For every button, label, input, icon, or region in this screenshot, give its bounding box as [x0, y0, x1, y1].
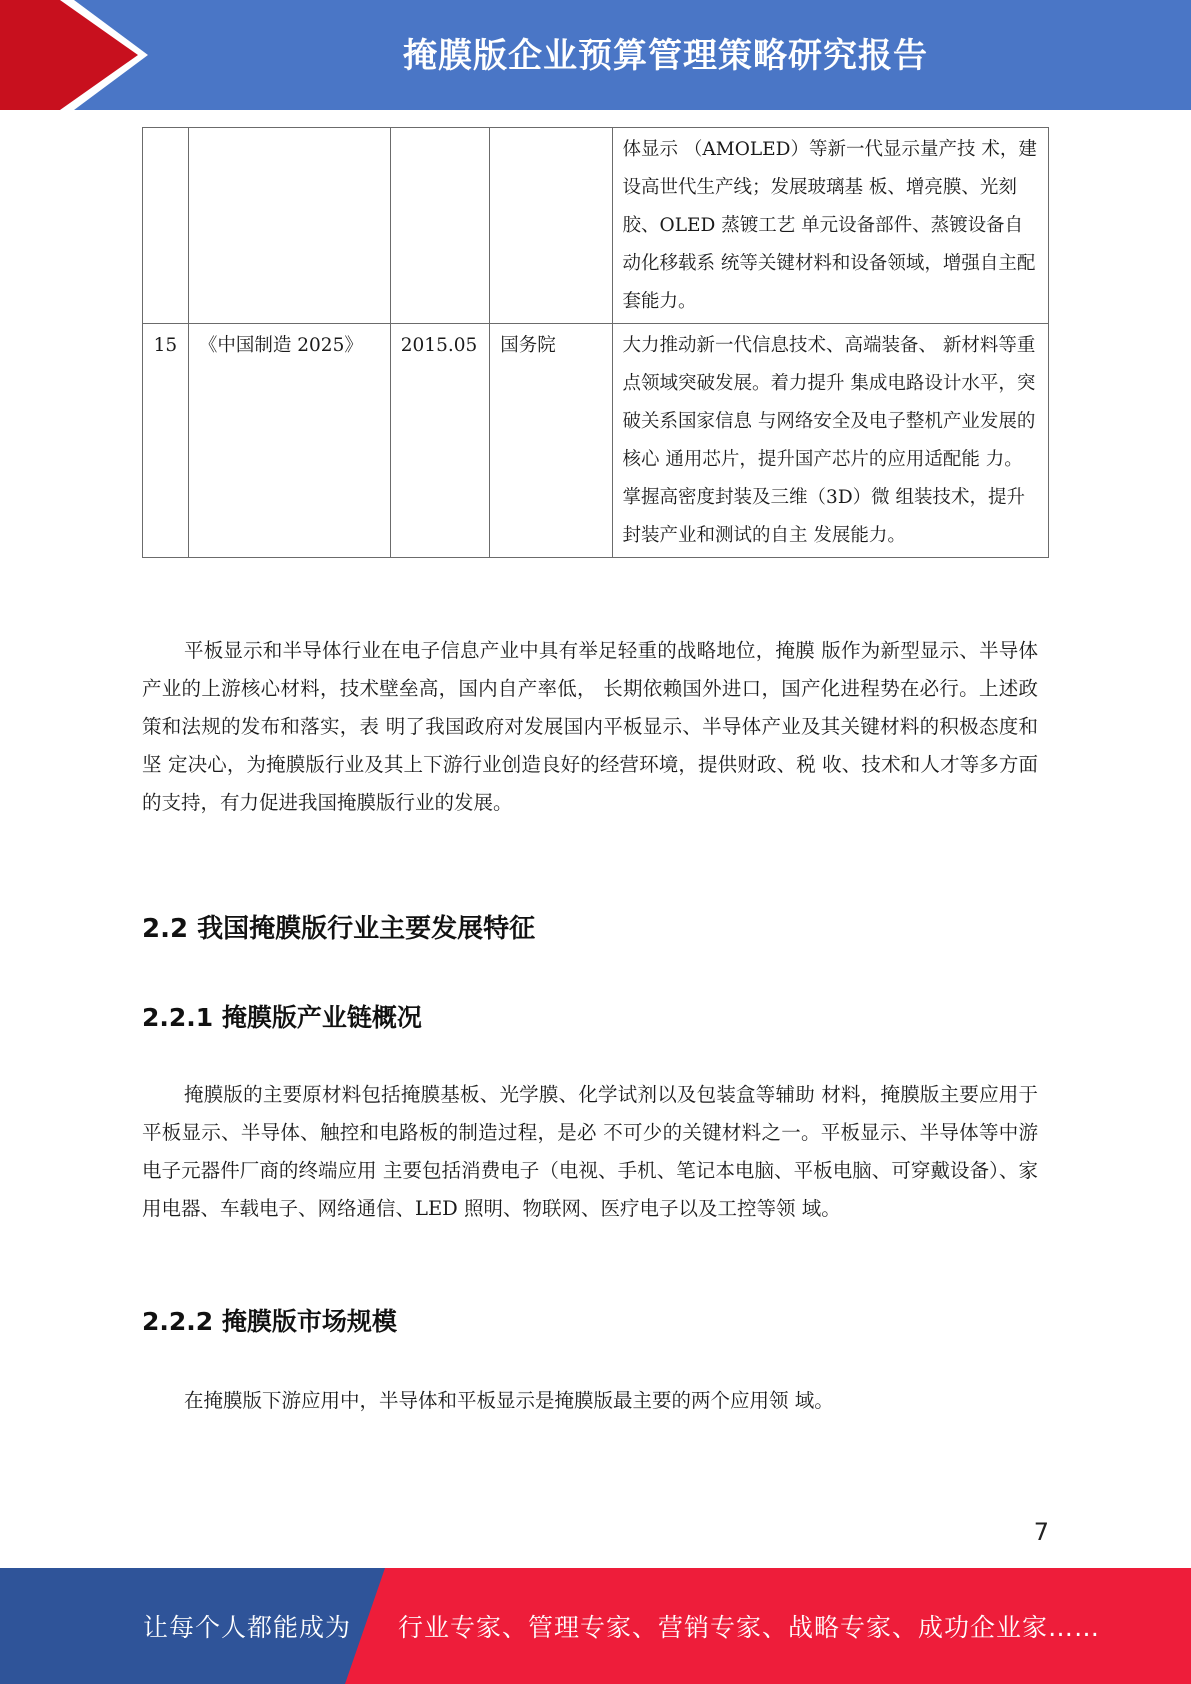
section-heading-2-2: 2.2 我国掩膜版行业主要发展特征	[142, 914, 536, 944]
cell-content: 体显示 （AMOLED）等新一代显示量产技 术，建设高世代生产线；发展玻璃基 板、增亮膜、光刻胶、OLED 蒸镀工艺 单元设备部件、蒸镀设备自动化移载系 统等关键材料和设备领域，增强自主配 套能力。	[612, 128, 1048, 324]
table-row	[143, 324, 1049, 558]
policy-table	[142, 127, 1049, 558]
cell-date: 2015.05	[390, 324, 489, 558]
page-footer	[0, 1568, 1191, 1684]
section-heading-2-2-1: 2.2.1 掩膜版产业链概况	[142, 1003, 422, 1032]
cell-policy-name: 《中国制造 2025》	[188, 324, 390, 558]
cell-issuer: 国务院	[490, 324, 612, 558]
cell-date	[390, 128, 489, 324]
cell-policy-name	[188, 128, 390, 324]
red-chevron-decoration	[0, 0, 160, 110]
cell-issuer	[490, 128, 612, 324]
paragraph-market-size: 在掩膜版下游应用中，半导体和平板显示是掩膜版最主要的两个应用领 域。	[184, 1389, 834, 1412]
paragraph-policy-summary: 平板显示和半导体行业在电子信息产业中具有举足轻重的战略地位，掩膜 版作为新型显示、半导体产业的上游核心材料，技术壁垒高，国内自产率低， 长期依赖国外进口，国产化进程势在必行。上述政策和法规的发布和落实，表 明了我国政府对发展国内平板显示、半导体产业及其关键材料的积极态度和坚 定决心，为掩膜版行业及其上下游行业创造良好的经营环境，提供财政、税 收、技术和人才等多方面的支持，有力促进我国掩膜版行业的发展。	[142, 639, 1038, 814]
cell-content: 大力推动新一代信息技术、高端装备、 新材料等重点领域突破发展。着力提升 集成电路设计水平，突破关系国家信息 与网络安全及电子整机产业发展的核心 通用芯片，提升国产芯片的应用适配能 力。掌握高密度封装及三维（3D）微 组装技术，提升封装产业和测试的自主 发展能力。	[612, 324, 1048, 558]
cell-number: 15	[143, 324, 189, 558]
page-header	[0, 0, 1191, 110]
section-heading-2-2-2: 2.2.2 掩膜版市场规模	[142, 1307, 397, 1336]
table-row	[143, 128, 1049, 324]
paragraph-industry-chain: 掩膜版的主要原材料包括掩膜基板、光学膜、化学试剂以及包装盒等辅助 材料，掩膜版主要应用于平板显示、半导体、触控和电路板的制造过程，是必 不可少的关键材料之一。平板显示、半导体等中游电子元器件厂商的终端应用 主要包括消费电子（电视、手机、笔记本电脑、平板电脑、可穿戴设备）、家 用电器、车载电子、网络通信、LED 照明、物联网、医疗电子以及工控等领 域。	[142, 1083, 1038, 1220]
footer-slogan-right: 行业专家、管理专家、营销专家、战略专家、成功企业家……	[398, 1613, 1101, 1642]
page-number: 7	[1033, 1518, 1049, 1546]
footer-slogan-left: 让每个人都能成为	[143, 1613, 352, 1642]
cell-number	[143, 128, 189, 324]
report-title: 掩膜版企业预算管理策略研究报告	[403, 36, 928, 76]
